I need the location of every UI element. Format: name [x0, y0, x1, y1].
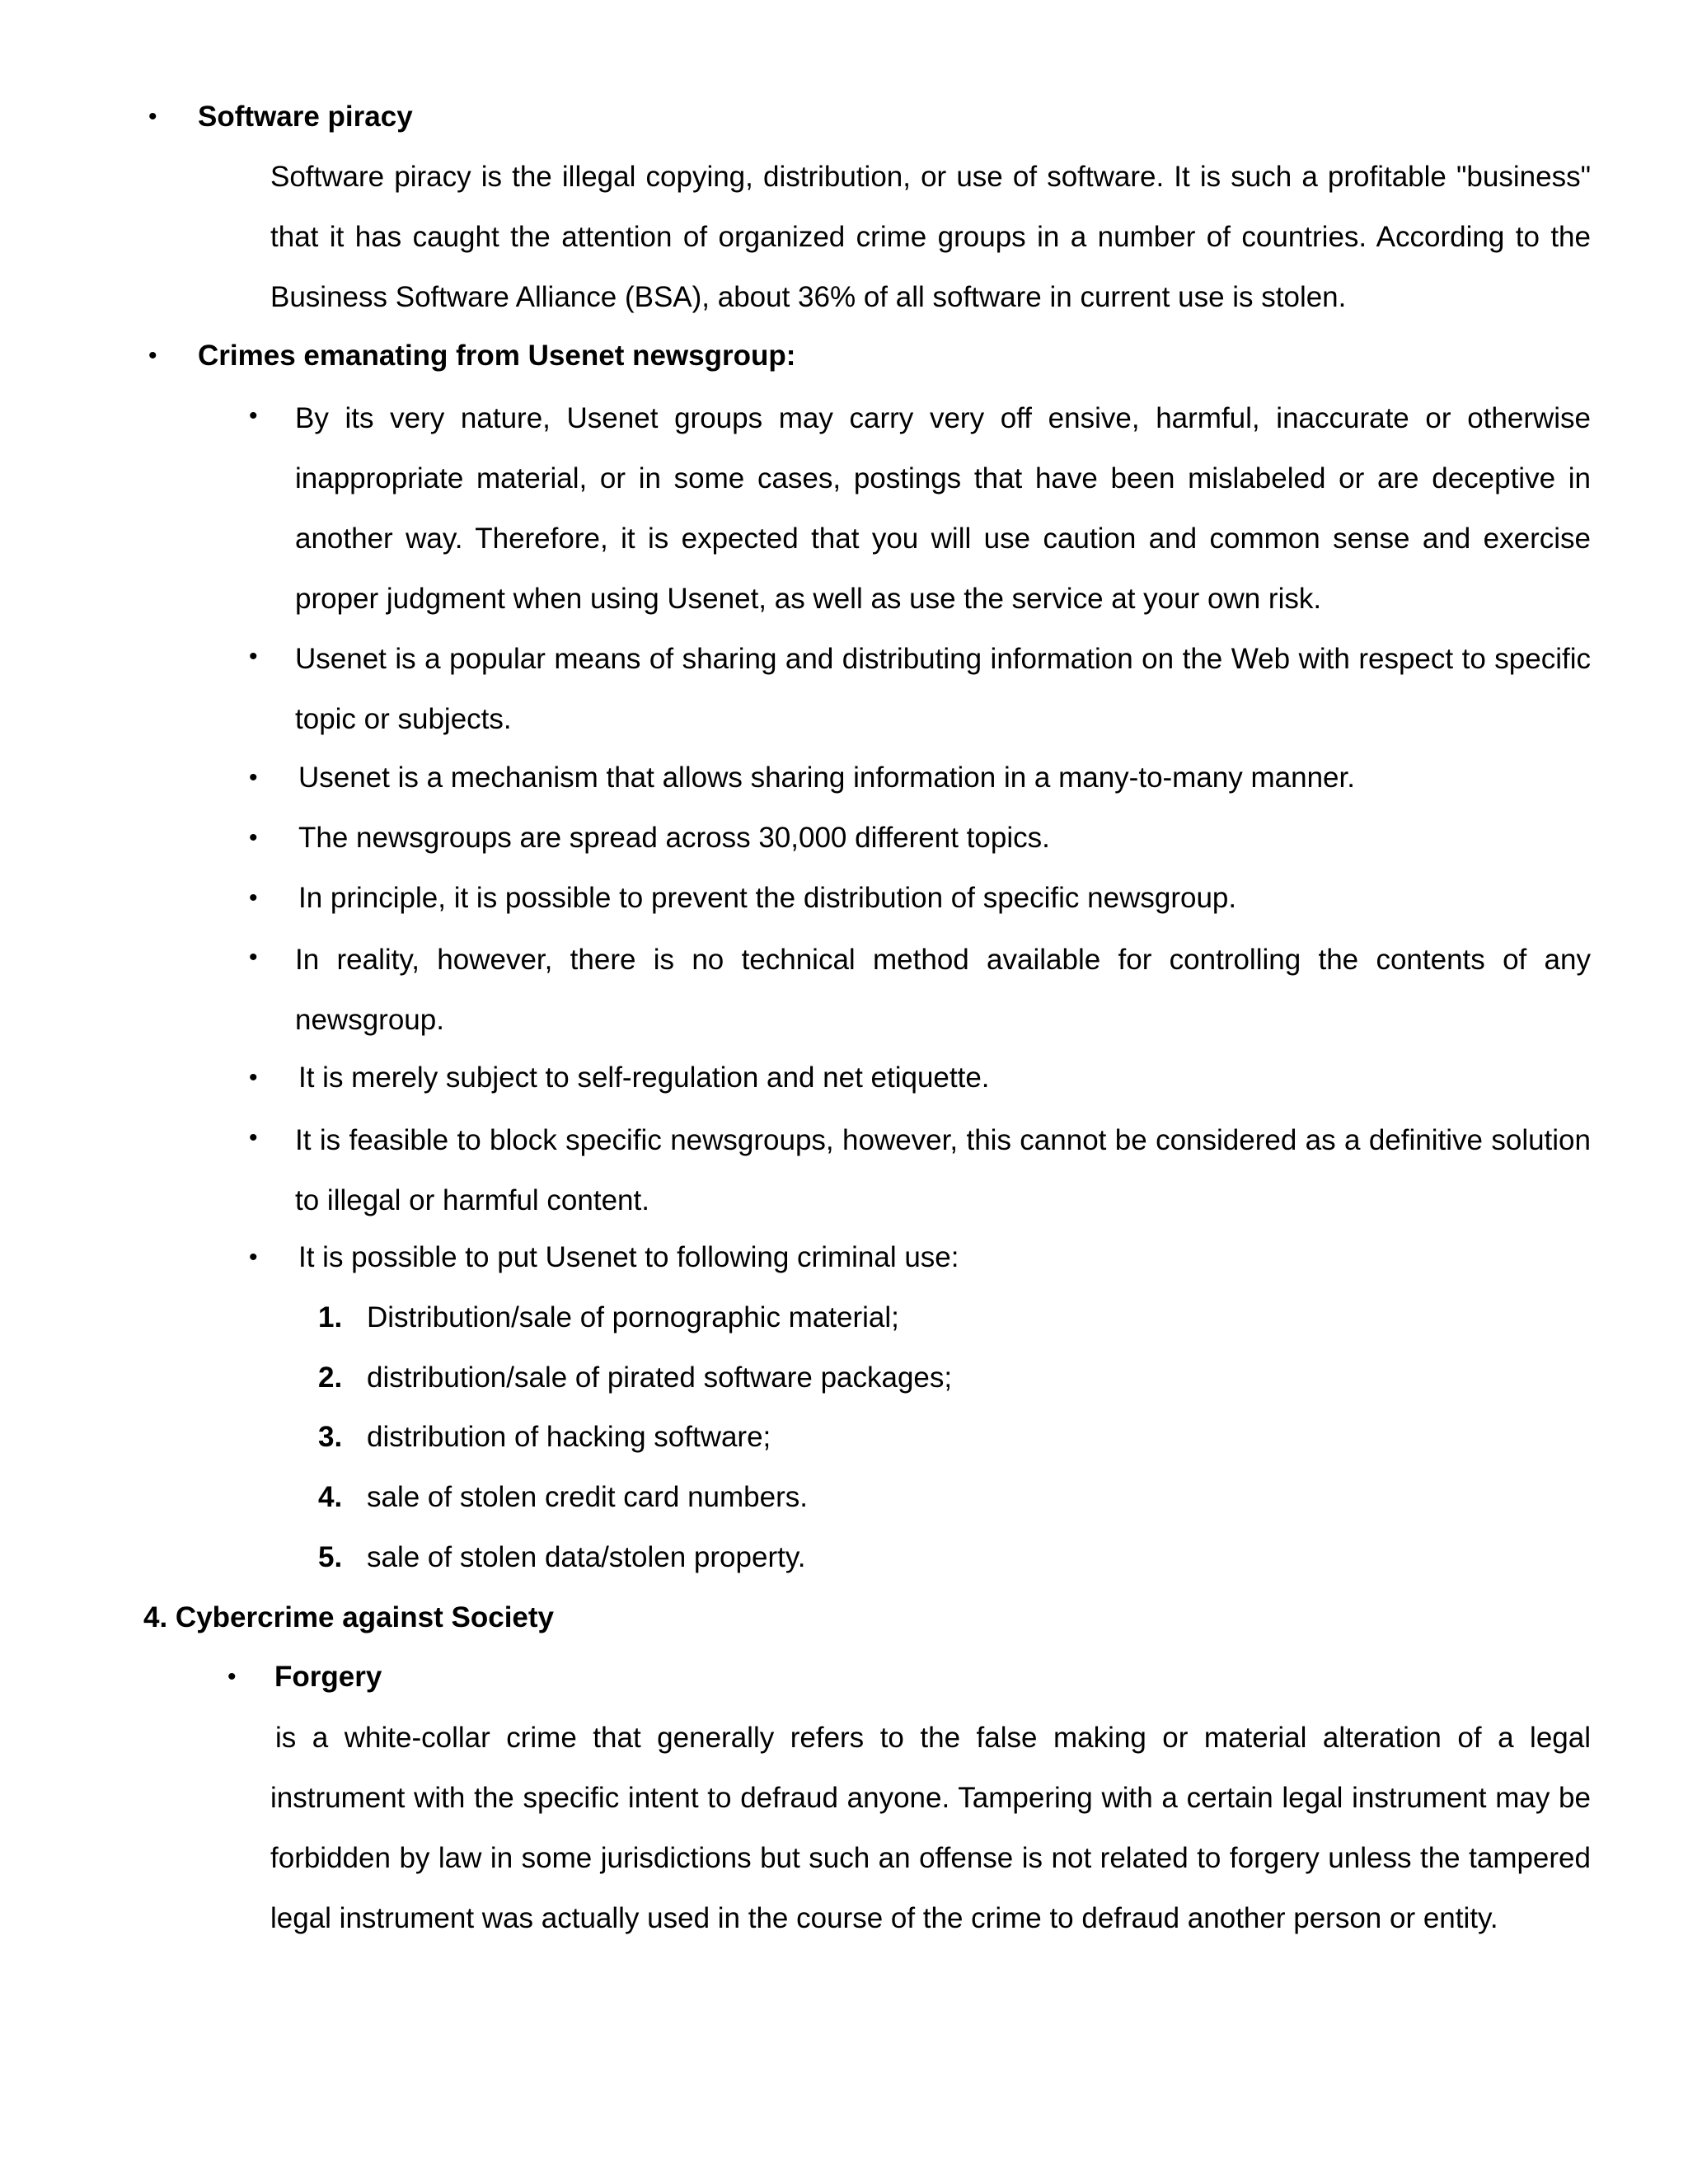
criminal-use-text: distribution of hacking software; [367, 1421, 771, 1453]
usenet-item: The newsgroups are spread across 30,000 different topics. [298, 822, 1050, 854]
usenet-item-bullet: • [249, 643, 258, 670]
usenet-item-bullet: • [249, 1124, 258, 1151]
heading-software-piracy: Software piracy [198, 101, 413, 133]
criminal-use-text: sale of stolen credit card numbers. [367, 1481, 808, 1513]
usenet-item: Usenet is a mechanism that allows sharing information in a many-to-many manner. [298, 762, 1355, 794]
usenet-item-bullet: • [249, 824, 258, 851]
usenet-item-bullet: • [249, 1064, 258, 1091]
usenet-item-bullet: • [249, 764, 258, 791]
bullet-usenet: • [148, 342, 157, 369]
criminal-use-text: sale of stolen data/stolen property. [367, 1541, 806, 1573]
bullet-software-piracy: • [148, 103, 157, 130]
criminal-use-number: 3. [318, 1421, 343, 1453]
usenet-item: In reality, however, there is no technical method available for controlling the contents of any newsgroup. [295, 944, 1591, 1036]
usenet-item-bullet: • [249, 944, 258, 971]
criminal-use-number: 2. [318, 1361, 343, 1394]
paragraph-software-piracy: Software piracy is the illegal copying, distribution, or use of software. It is such a profitable "business" that it has caught the attention of organized crime groups in a number of countries. According to the Business Software Alliance (BSA), about 36% of all software in current use is stolen. [270, 161, 1591, 313]
bullet-forgery: • [227, 1663, 237, 1690]
criminal-use-number: 5. [318, 1541, 343, 1573]
usenet-item: It is feasible to block specific newsgroups, however, this cannot be considered as a definitive solution to illegal or harmful content. [295, 1124, 1591, 1216]
criminal-use-number: 4. [318, 1481, 343, 1513]
usenet-item-bullet: • [249, 1244, 258, 1271]
usenet-item: Usenet is a popular means of sharing and distributing information on the Web with respect to specific topic or subjects. [295, 643, 1591, 735]
usenet-item: In principle, it is possible to prevent the distribution of specific newsgroup. [298, 882, 1237, 914]
heading-usenet: Crimes emanating from Usenet newsgroup: [198, 340, 796, 372]
criminal-use-number: 1. [318, 1301, 343, 1333]
heading-cybercrime-society: 4. Cybercrime against Society [143, 1601, 554, 1633]
paragraph-forgery: is a white-collar crime that generally refers to the false making or material alteration of a legal instrument with the specific intent to defraud anyone. Tampering with a certain legal instrument may be forbidden by law in some jurisdictions but such an offense is not related to forgery unless the tampered legal instrument was actually used in the course of the crime to defraud another person or entity. [270, 1722, 1591, 1934]
criminal-use-text: Distribution/sale of pornographic material; [367, 1301, 899, 1333]
usenet-item: It is possible to put Usenet to following criminal use: [298, 1241, 959, 1273]
usenet-item-bullet: • [249, 884, 258, 912]
usenet-item: It is merely subject to self-regulation and net etiquette. [298, 1062, 990, 1094]
heading-forgery: Forgery [274, 1661, 382, 1693]
usenet-item-bullet: • [249, 402, 258, 429]
usenet-item: By its very nature, Usenet groups may carry very off ensive, harmful, inaccurate or otherwise inappropriate material, or in some cases, postings that have been mislabeled or are deceptive in another way. Therefore, it is expected that you will use caution and common sense and exercise proper judgment when using Usenet, as well as use the service at your own risk. [295, 402, 1591, 615]
criminal-use-text: distribution/sale of pirated software packages; [367, 1361, 953, 1394]
